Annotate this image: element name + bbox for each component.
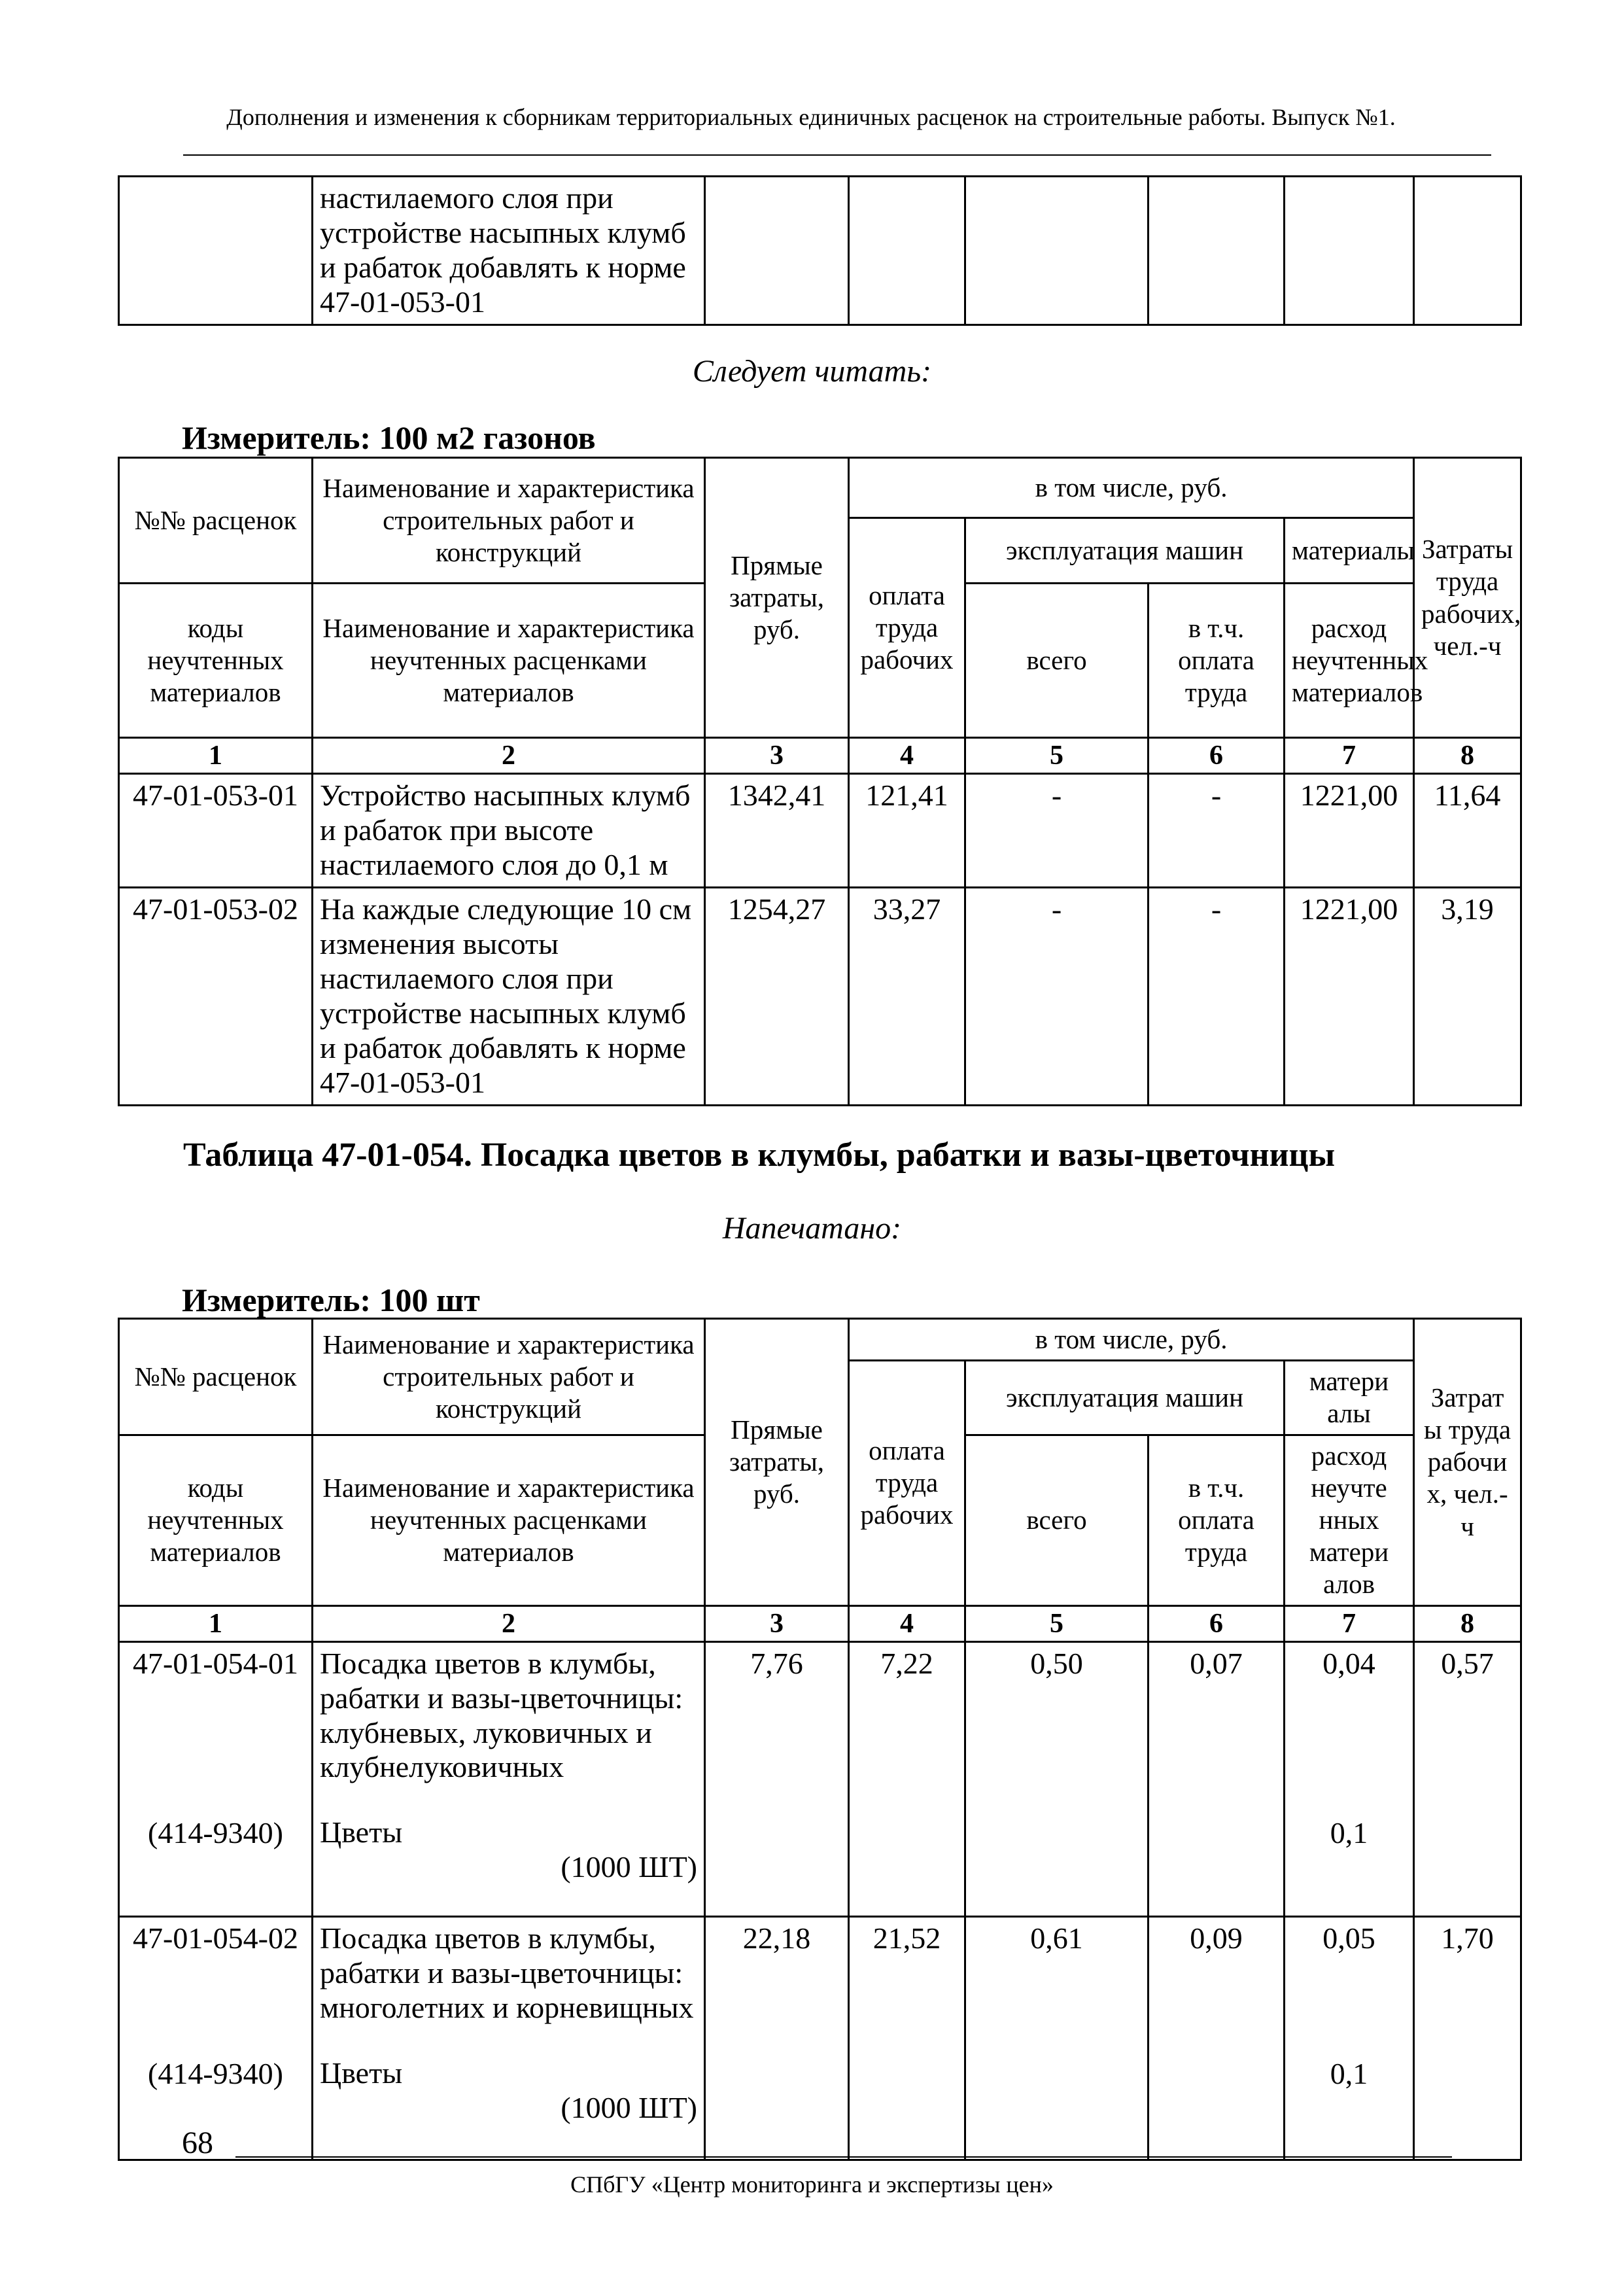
row-mpay: 0,07	[1149, 1641, 1285, 1916]
row-code-value: 47-01-054-01	[133, 1646, 298, 1680]
row-description	[313, 1641, 705, 1916]
table-row	[119, 1916, 1521, 2160]
section-note: Напечатано:	[722, 1211, 902, 1246]
material-unit: (1000 ШТ)	[561, 2090, 697, 2124]
row-description-text: Посадка цветов в клумбы, рабатки и вазы-цветочницы: многолетних и корневищных	[320, 1921, 694, 2024]
row-pay: 21,52	[849, 1916, 965, 2160]
colnum: 1	[119, 738, 313, 774]
table-row	[119, 1641, 1521, 1916]
header-mpay: в т.ч. оплата труда	[1149, 584, 1285, 738]
footer-org: СПбГУ «Центр мониторинга и экспертизы цен»	[570, 2171, 1054, 2198]
header-labor: Затраты труда рабочих, чел.-ч	[1414, 458, 1521, 738]
footer-rule	[235, 2156, 1452, 2158]
row-labor: 11,64	[1414, 774, 1521, 888]
material-unit: (1000 ШТ)	[561, 1849, 697, 1883]
row-code-value: 47-01-054-02	[133, 1921, 298, 1955]
row-mtotal: -	[965, 774, 1149, 888]
row-description	[313, 1916, 705, 2160]
colnum: 4	[849, 1605, 965, 1641]
header-pay: оплата труда рабочих	[849, 1361, 965, 1605]
header-incl: в том числе, руб.	[849, 458, 1414, 518]
colnum: 5	[965, 738, 1149, 774]
header-machines: эксплуатация машин	[965, 1361, 1285, 1435]
row-mat: 1221,00	[1285, 888, 1414, 1105]
material-code: (414-9340)	[148, 1815, 283, 1849]
material-qty: 0,1	[1330, 1815, 1368, 1849]
colnum: 7	[1285, 1605, 1414, 1641]
header-name: Наименование и характеристика строительных работ и конструкций	[313, 458, 705, 584]
table-row	[119, 177, 1521, 325]
row-mpay: 0,09	[1149, 1916, 1285, 2160]
row-mtotal: 0,50	[965, 1641, 1149, 1916]
header-incl: в том числе, руб.	[849, 1319, 1414, 1361]
colnum: 3	[705, 1605, 849, 1641]
header-mat-name: Наименование и характеристика неучтенных расценками материалов	[313, 584, 705, 738]
material-code: (414-9340)	[148, 2056, 283, 2090]
row-description: На каждые следующие 10 см изменения высоты настилаемого слоя при устройстве насыпных клумб и рабаток добавлять к норме 47-01-053-01	[313, 888, 705, 1105]
row-labor: 1,70	[1414, 1916, 1521, 2160]
header-mat-exp: расход неучте нных матери алов	[1285, 1435, 1414, 1605]
colnum: 8	[1414, 1605, 1521, 1641]
colnum: 5	[965, 1605, 1149, 1641]
header-mtotal: всего	[965, 584, 1149, 738]
header-name: Наименование и характеристика строительных работ и конструкций	[313, 1319, 705, 1435]
header-direct: Прямые затраты, руб.	[705, 1319, 849, 1606]
row-pay: 121,41	[849, 774, 965, 888]
colnum: 3	[705, 738, 849, 774]
colnum: 1	[119, 1605, 313, 1641]
row-code: 47-01-053-02	[119, 888, 313, 1105]
colnum: 6	[1149, 1605, 1285, 1641]
column-number-row	[119, 1605, 1521, 1641]
row-mat	[1285, 1641, 1414, 1916]
row-mat-value: 0,05	[1322, 1921, 1375, 1955]
header-code: №№ расценок	[119, 458, 313, 584]
colnum: 4	[849, 738, 965, 774]
page-header: Дополнения и изменения к сборникам территориальных единичных расценок на строительные работы. Выпуск №1.	[226, 104, 1396, 130]
row-mat: 1221,00	[1285, 774, 1414, 888]
section-note: Следует читать:	[692, 354, 932, 389]
header-pay: оплата труда рабочих	[849, 518, 965, 738]
rates-table-2	[118, 1318, 1522, 2161]
row-code	[119, 1916, 313, 2160]
header-code: №№ расценок	[119, 1319, 313, 1435]
row-pay: 7,22	[849, 1641, 965, 1916]
table-row	[119, 888, 1521, 1105]
row-description: Устройство насыпных клумб и рабаток при высоте настилаемого слоя до 0,1 м	[313, 774, 705, 888]
row-labor: 0,57	[1414, 1641, 1521, 1916]
row-pay: 33,27	[849, 888, 965, 1105]
row-mat-value: 0,04	[1322, 1646, 1375, 1680]
row-direct: 1254,27	[705, 888, 849, 1105]
colnum: 6	[1149, 738, 1285, 774]
header-mat-name: Наименование и характеристика неучтенных расценками материалов	[313, 1435, 705, 1605]
row-mtotal: -	[965, 888, 1149, 1105]
fragment-table	[118, 175, 1522, 326]
header-machines: эксплуатация машин	[965, 518, 1285, 584]
header-mat-code: коды неучтенных материалов	[119, 584, 313, 738]
header-mpay: в т.ч. оплата труда	[1149, 1435, 1285, 1605]
header-rule	[183, 154, 1491, 156]
header-mat-exp: расход неучтенных материалов	[1285, 584, 1414, 738]
colnum: 8	[1414, 738, 1521, 774]
row-description-text: Посадка цветов в клумбы, рабатки и вазы-цветочницы: клубневых, луковичных и клубнелуковичных	[320, 1646, 683, 1784]
table-row	[119, 774, 1521, 888]
column-number-row	[119, 738, 1521, 774]
row-code	[119, 1641, 313, 1916]
header-direct: Прямые затраты, руб.	[705, 458, 849, 738]
measure-label: Измеритель: 100 м2 газонов	[182, 419, 596, 456]
measure-label: Измеритель: 100 шт	[182, 1282, 480, 1318]
header-materials: матери алы	[1285, 1361, 1414, 1435]
material-name: Цветы	[320, 2056, 403, 2090]
row-direct: 22,18	[705, 1916, 849, 2160]
header-mat-code: коды неучтенных материалов	[119, 1435, 313, 1605]
colnum: 2	[313, 738, 705, 774]
row-mtotal: 0,61	[965, 1916, 1149, 2160]
row-labor: 3,19	[1414, 888, 1521, 1105]
colnum: 7	[1285, 738, 1414, 774]
row-code: 47-01-053-01	[119, 774, 313, 888]
row-direct: 1342,41	[705, 774, 849, 888]
page-number: 68	[182, 2126, 213, 2160]
row-mpay: -	[1149, 774, 1285, 888]
header-labor: Затрат ы труда рабочи х, чел.-ч	[1414, 1319, 1521, 1606]
row-mpay: -	[1149, 888, 1285, 1105]
material-qty: 0,1	[1330, 2056, 1368, 2090]
row-description: настилаемого слоя при устройстве насыпных клумб и рабаток добавлять к норме 47-01-053-01	[313, 177, 705, 325]
header-mtotal: всего	[965, 1435, 1149, 1605]
colnum: 2	[313, 1605, 705, 1641]
header-materials: материалы	[1285, 518, 1414, 584]
table-title: Таблица 47-01-054. Посадка цветов в клумбы, рабатки и вазы-цветочницы	[183, 1136, 1336, 1174]
material-name: Цветы	[320, 1815, 403, 1849]
row-mat	[1285, 1916, 1414, 2160]
row-direct: 7,76	[705, 1641, 849, 1916]
rates-table-1	[118, 457, 1522, 1106]
